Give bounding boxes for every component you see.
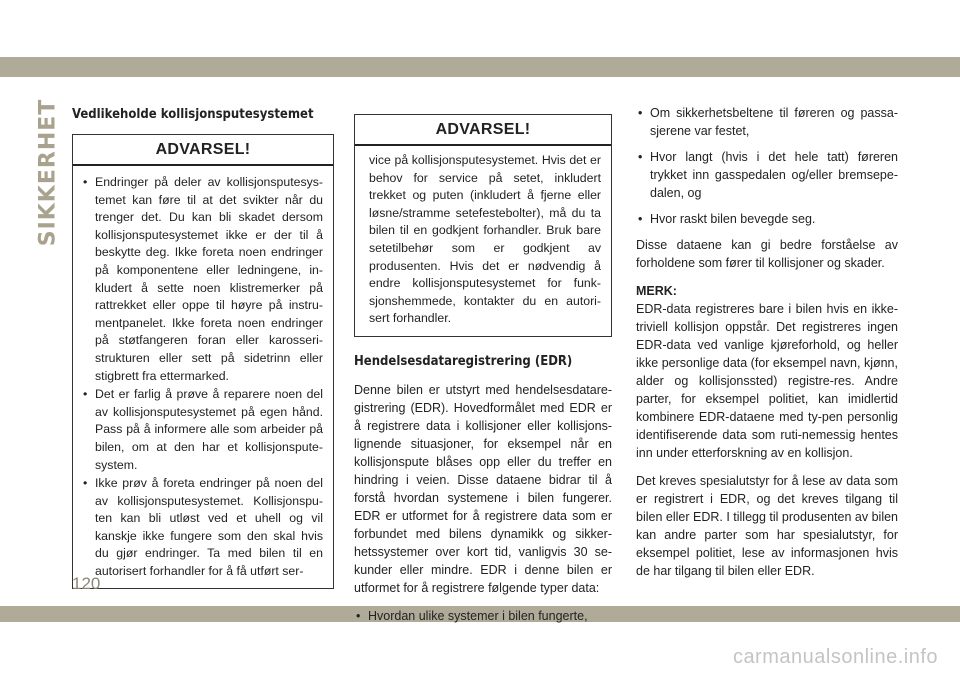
warning-body (73, 166, 333, 588)
warning-title: ADVARSEL! (355, 115, 611, 146)
page-number: 120 (72, 574, 101, 593)
edr-paragraph: Denne bilen er utstyrt med hendelsesdatare-gistrering (EDR). Hovedformålet med EDR er å registrere data i kollisjoner eller kollisjons-lignende situasjoner, for eksempel når en kollisjonspute blåses opp eller du treffer en hindring i veien. Disse dataene bidrar til å forstå hvordan systemene i bilen fungerer. EDR er utformet for å registrere data som er forbundet med bilens dynamikk og sikker-hetssystemer over kort tid, vanligvis 30 se-kunder eller mindre. EDR i denne bilen er utformet for å registrere følgende typer data: (354, 382, 612, 595)
warning-bullet: • Det er farlig å prøve å reparere noen del av kollisjonsputesystemet på egen hånd. Pass på å informere alle som arbeider på bilen, om at den har et kollisjonspute-system. (83, 386, 323, 474)
section-heading-edr: Hendelsesdataregistrering (EDR) (354, 353, 573, 369)
edr-bullet: • Hvordan ulike systemer i bilen fungerte, (354, 607, 612, 625)
edr-bullet: • Hvor raskt bilen bevegde seg. (636, 210, 898, 228)
section-tab (35, 98, 61, 246)
edr-bullet: • Om sikkerhetsbeltene til føreren og passa-sjerene var festet, (636, 104, 898, 140)
warning-bullet: • Ikke prøv å foreta endringer på noen del av kollisjonsputesystemet. Kollisjonspu-ten kan bli utløst ved et uhell og vil kanskje ikke fungere som den skal hvis du gjør endringer. Ta med bilen til en autorisert forhandler for å få utført ser- (83, 475, 323, 581)
warning-box-1 (72, 134, 334, 589)
edr-bullet: • Hvor langt (hvis i det hele tatt) føreren trykket inn gasspedalen og/eller bremsepe-dalen, og (636, 148, 898, 202)
header-band (0, 0, 960, 80)
section-tab-label: SIKKERHET (35, 98, 61, 246)
note-label: MERK: (636, 284, 677, 298)
warning-box-2 (354, 114, 612, 337)
note-paragraph: EDR-data registreres bare i bilen hvis en ikke-triviell kollisjon oppstår. Det registreres ingen EDR-data ved vanlige kjøreforhold, og heller ikke personlige data (for eksempel navn, kjønn, alder og kollisjonssted) registre-res. Andre parter, for eksempel politiet, kan imidlertid kombinere EDR-dataene med ty-pen personlig identifiserende data som ruti-nemessig hentes inn under etterforskning av en kollisjon. (636, 302, 898, 460)
edr-paragraph: Disse dataene kan gi bedre forståelse av forholdene som fører til kollisjoner og skader. (636, 238, 898, 270)
header-stripe (0, 57, 960, 77)
watermark: carmanualsonline.info (732, 646, 938, 668)
warning-title: ADVARSEL! (73, 135, 333, 166)
column-1 (72, 106, 334, 589)
warning-bullet: • Endringer på deler av kollisjonsputesys-temet kan føre til at det svikter når du trenger det. Du kan bli skadet dersom kollisjonsputesystemet ikke er der til å beskytte deg. Ikke foreta noen endringer på komponentene eller ledningene, in-kludert å sette noen klistremerker på rattrekket eller oppe til høyre på instru-mentpanelet. Ikke foreta noen endringer på støtfangeren foran eller karosseri-strukturen eller sett på sidetrinn eller stigbrett fra ettermarked. (83, 174, 323, 385)
section-heading-maintenance: Vedlikeholde kollisjonsputesystemet (72, 107, 314, 122)
column-3 (636, 104, 898, 590)
warning-body: vice på kollisjonsputesystemet. Hvis det er behov for service på setet, inkludert trekket og puten (inkludert å fjerne eller løsne/stramme setefestebolter), må du ta bilen til en godkjent forhandler. Bruk bare setetilbehør som er godkjent av produsenten. Hvis det er nødvendig å endre kollisjonsputesystemet for funk-sjonshemmede, kontakter du en autori-sert forhandler. (369, 153, 601, 326)
edr-paragraph: Det kreves spesialutstyr for å lese av data som er registrert i EDR, og det kreves tilgang til bilen eller EDR. I tillegg til produsenten av bilen kan andre parter som har spesialutstyr, for eksempel politiet, lese av informasjonen hvis de har tilgang til bilen eller EDR. (636, 474, 898, 578)
column-2 (354, 114, 612, 633)
